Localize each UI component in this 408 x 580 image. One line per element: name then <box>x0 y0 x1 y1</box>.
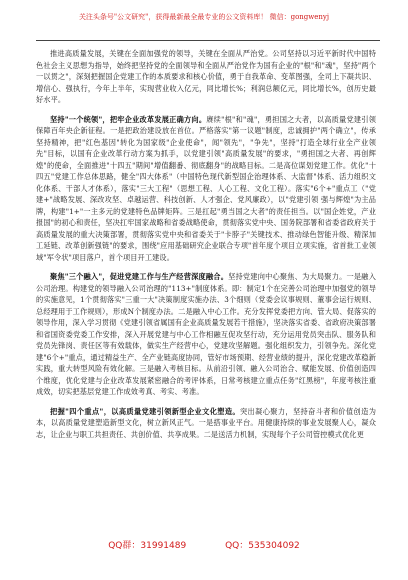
paragraph-lead: 把握"四个重点"，以高质量党建引领新型企业文化塑造。 <box>50 406 240 416</box>
paragraph-text: 突出凝心聚力，坚持奋斗者和价值创造为本，以高质量党建塑造新型文化，树立新风正气。一是搭事业平台。用健康持续的事业发展聚人心，凝众志，让企业与职工共担责任、共创价值、共享成果。二是送活力机制，实现每个子公司管控模式优化更 <box>36 406 376 439</box>
paragraph-three-integration <box>36 271 376 398</box>
qq-contact-number: QQ：535304092 <box>225 541 300 551</box>
paragraph-lead: 坚持"一个统领"，把牢企业改革发展正确方向。 <box>50 114 207 124</box>
page-footer <box>0 538 408 551</box>
qq-group-number: QQ群：31991489 <box>108 541 187 551</box>
paragraph-text: 坚持党建向中心聚焦、为大局聚力。一是融入公司治理。构建党的领导融入公司治理的"113+"制度体系。即：制定1个在完善公司治理中加强党的领导的实施意见，1个贯彻落实"三重一大"决策制度实施办法、3个细则（党委会议事规则、董事会运行规则、总经理用于工作规则），形成N个制度办法。二是融入中心工作。充分发挥党委把方向、管大局、促落实的领导作用，深入学习贯彻《党建引领省属国有企业高质量发展若干措施》，坚决落实省委、省政府决策部署和省国资委党委工作安排，深入开展党建与中心工作相融互促攻坚行动，充分运用党员突击队、服务队和党员先锋岗、责任区等有效载体，做实生产经营中心，党建攻坚解题。强化组织发力，引领争先。深化党建"6个+"重点，通过精益生产、全产业链高度协同，管好市场预期、经营业绩的提升，深化党建改革稳新实践，重大转型风险有效化解。三是融入考核目标。从前沿引领、融入公司治合、赋能发展、价值创造四个维度，优化党建与企业改革发展紧密融合的考评体系，日常考核建立重点任务"红黑榜"，年度考核注重成效，切实把基层党建工作成效考真、考实、考准。 <box>36 272 376 396</box>
paragraph-one-leadership <box>36 114 376 264</box>
paragraph-intro <box>36 48 376 106</box>
paragraph-text: 赓续"根"和"魂"，勇担国之大者，以高质量党建引领保障百年央企新征程。一是把政治建设放在首位。严格落实"第一议题"制度，忠诚拥护"两个确立"，传承坚持精神，把"红色基因"转化为国家级"企业使命"，闻"领先"，"争先"，坚持"打造全球行业全产业领先"目标，以国有企业改革行动方案为抓手，以党建引领"高质量发展"的要求，"勇担国之大者、再创辉煌"的使命，全面推进"十四五"期间"增值翻番、彻底翻身"的战略目标。二是高位谋划党建工作。优化"十四五"党建工作总体思路，健全"四大体系"（中国特色现代新型国企治理体系、大监督"体系、活力组织文化体系、干部人才体系），落实"三大工程"（思想工程、人心工程、文化工程）。落实"6个+"重点工（"党建+"战略发展、深改攻坚、卓越运营、科技创新、人才强企、党风廉政），以"党建引领 强与辉煌"为主品牌，构建"1+"一主多元的党建特色品牌矩阵。三是扛起"勇当国之大者"的责任担当。以"国企姓党，产业报国"的初心和责任，坚决扛牢国家战略和省委战略使命，贯彻落实党中央、国务院部署和省委省政府关于高质量发展的重大决策部署，贯彻落实党中央和省委关于"卡脖子"关键技术、推动绿色智能升级、精深加工延链、改革创新强链"的要求，围绕"应用基础研究企业联合专项"首年度个项目立项实施，省首批工业领域"军令状"项目落户，首个项目开工建设。 <box>36 114 376 262</box>
paragraph-four-focus <box>36 406 376 441</box>
document-body <box>36 48 376 448</box>
paragraph-text: 推进高质量发展，关键在全面加强党的领导，关键在全面从严治党。公司坚持以习近平新时代中国特色社会主义思想为指导，始终把坚持党的全面领导和全面从严治党作为国有企业的"根"和"魂"，坚持"两个一以贯之"，深刻把握国企党建工作的本质要求和核心价值，勇于自我革命、变革图强，全司上下凝共识、增信心、强执行，今年上半年，实现营业收入亿元，同比增长%；利润总额亿元，同比增长%，创历史最好水平。 <box>36 49 376 104</box>
paragraph-lead: 聚焦"三个融入"，促进党建工作与生产经营深度融合。 <box>50 272 229 281</box>
header-divider <box>36 40 380 41</box>
page-header: 关注头条号"公文研究"，获得最新最全最专业的公文资料库！ 微信：gongwenyj <box>78 13 330 21</box>
